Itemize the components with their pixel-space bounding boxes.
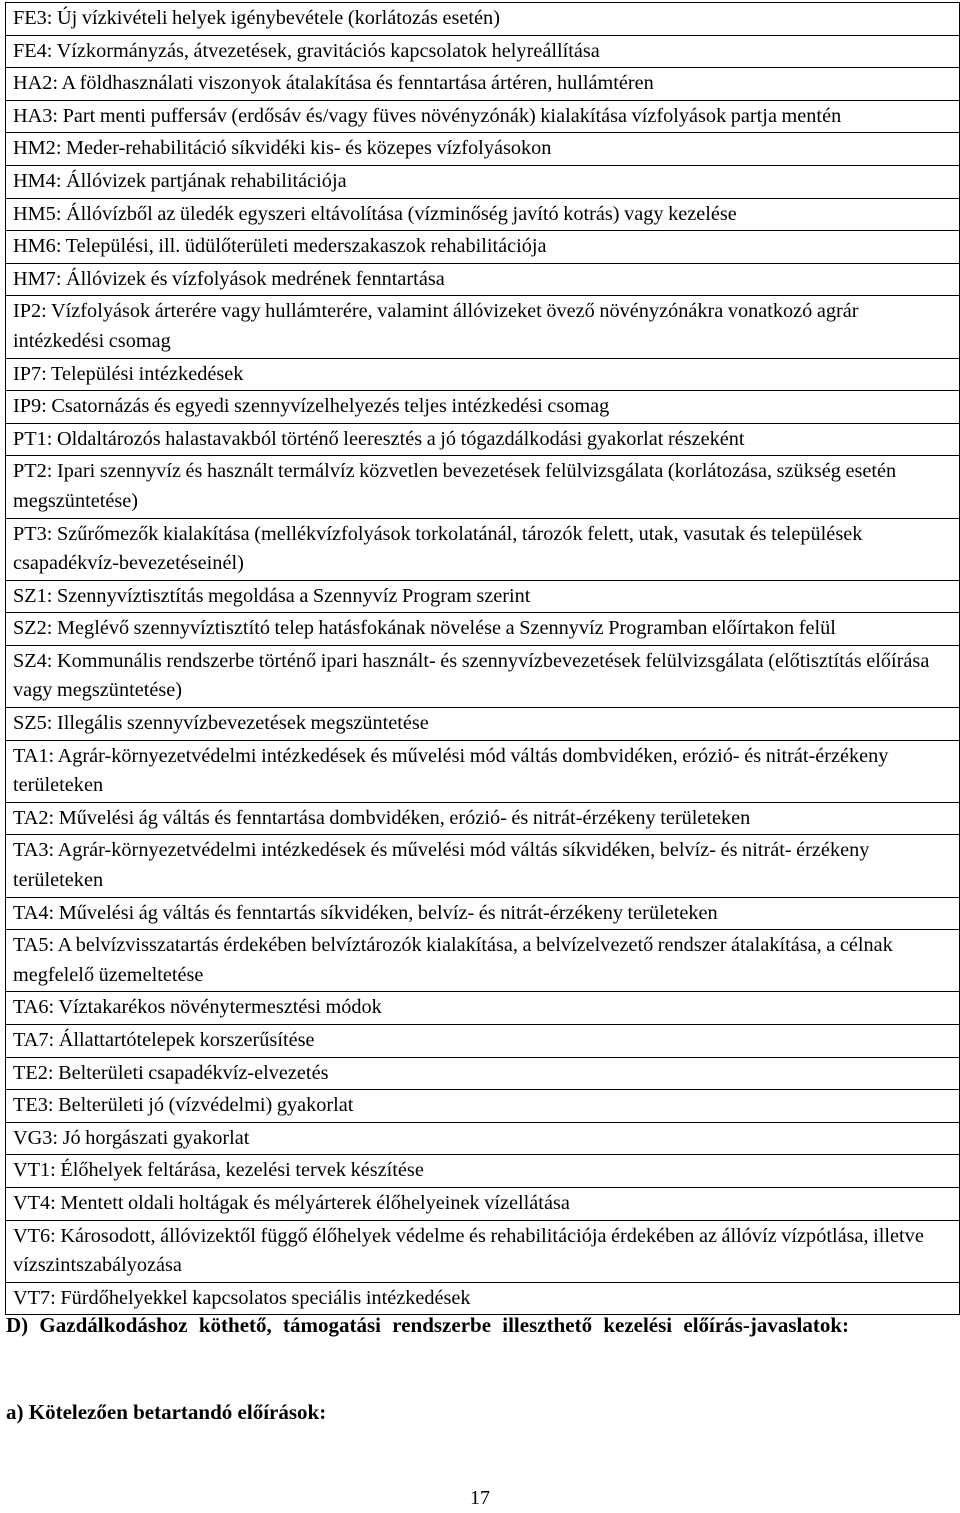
- measure-cell: TA3: Agrár-környezetvédelmi intézkedések és művelési mód váltás síkvidéken, belvíz- és nitrát- érzékeny területeken: [6, 835, 960, 897]
- section-heading: D) Gazdálkodáshoz köthető, támogatási rendszerbe illeszthető kezelési előírás-javaslatok:: [6, 1313, 850, 1337]
- table-row: [6, 1220, 960, 1282]
- measure-cell: VT1: Élőhelyek feltárása, kezelési tervek készítése: [6, 1155, 960, 1188]
- table-row: [6, 930, 960, 992]
- table-row: [6, 3, 960, 36]
- table-row: [6, 802, 960, 835]
- table-row: [6, 740, 960, 802]
- table-row: [6, 100, 960, 133]
- measure-cell: VT6: Károsodott, állóvizektől függő élőhelyek védelme és rehabilitációja érdekében az állóvíz vízpótlása, illetve vízszintszabályozása: [6, 1220, 960, 1282]
- measure-cell: HM2: Meder-rehabilitáció síkvidéki kis- és közepes vízfolyásokon: [6, 133, 960, 166]
- sub-heading: a) Kötelezően betartandó előírások:: [6, 1400, 327, 1424]
- table-row: [6, 456, 960, 518]
- table-row: [6, 423, 960, 456]
- table-row: [6, 296, 960, 358]
- table-row: [6, 133, 960, 166]
- measure-cell: PT1: Oldaltározós halastavakból történő leeresztés a jó tógazdálkodási gyakorlat részeként: [6, 423, 960, 456]
- measure-cell: TE3: Belterületi jó (vízvédelmi) gyakorlat: [6, 1090, 960, 1123]
- measure-cell: HA2: A földhasználati viszonyok átalakítása és fenntartása ártéren, hullámtéren: [6, 68, 960, 101]
- measure-cell: HM7: Állóvizek és vízfolyások medrének fenntartása: [6, 263, 960, 296]
- table-row: [6, 897, 960, 930]
- measure-cell: VT4: Mentett oldali holtágak és mélyárterek élőhelyeinek vízellátása: [6, 1187, 960, 1220]
- table-row: [6, 1187, 960, 1220]
- table-row: [6, 391, 960, 424]
- table-row: [6, 835, 960, 897]
- measure-cell: HM4: Állóvizek partjának rehabilitációja: [6, 165, 960, 198]
- measure-cell: TA7: Állattartótelepek korszerűsítése: [6, 1025, 960, 1058]
- measure-cell: TA1: Agrár-környezetvédelmi intézkedések és művelési mód váltás dombvidéken, erózió- és nitrát-érzékeny területeken: [6, 740, 960, 802]
- table-row: [6, 1155, 960, 1188]
- table-row: [6, 1025, 960, 1058]
- measure-cell: HM6: Települési, ill. üdülőterületi mederszakaszok rehabilitációja: [6, 231, 960, 264]
- measure-cell: VG3: Jó horgászati gyakorlat: [6, 1122, 960, 1155]
- measure-cell: IP7: Települési intézkedések: [6, 358, 960, 391]
- measure-cell: TA4: Művelési ág váltás és fenntartás síkvidéken, belvíz- és nitrát-érzékeny területeken: [6, 897, 960, 930]
- measure-cell: PT3: Szűrőmezők kialakítása (mellékvízfolyások torkolatánál, tározók felett, utak, vasutak és települések csapadékvíz-bevezetéseinél): [6, 518, 960, 580]
- table-row: [6, 708, 960, 741]
- measure-cell: TA2: Művelési ág váltás és fenntartása dombvidéken, erózió- és nitrát-érzékeny területeken: [6, 802, 960, 835]
- measure-cell: FE3: Új vízkivételi helyek igénybevétele (korlátozás esetén): [6, 3, 960, 36]
- table-row: [6, 165, 960, 198]
- table-row: [6, 992, 960, 1025]
- table-row: [6, 358, 960, 391]
- measure-cell: SZ5: Illegális szennyvízbevezetések megszüntetése: [6, 708, 960, 741]
- table-row: [6, 263, 960, 296]
- table-row: [6, 645, 960, 707]
- table-row: [6, 35, 960, 68]
- measure-cell: SZ2: Meglévő szennyvíztisztító telep hatásfokának növelése a Szennyvíz Programban előírtakon felül: [6, 613, 960, 646]
- measures-table-body: [6, 3, 960, 1315]
- table-row: [6, 1090, 960, 1123]
- measure-cell: IP9: Csatornázás és egyedi szennyvízelhelyezés teljes intézkedési csomag: [6, 391, 960, 424]
- table-row: [6, 580, 960, 613]
- measure-cell: HM5: Állóvízből az üledék egyszeri eltávolítása (vízminőség javító kotrás) vagy kezelése: [6, 198, 960, 231]
- table-row: [6, 198, 960, 231]
- measure-cell: SZ4: Kommunális rendszerbe történő ipari használt- és szennyvízbevezetések felülvizsgálata (előtisztítás előírása vagy megszüntetése): [6, 645, 960, 707]
- measure-cell: SZ1: Szennyvíztisztítás megoldása a Szennyvíz Program szerint: [6, 580, 960, 613]
- table-row: [6, 68, 960, 101]
- measures-table: [5, 2, 960, 1315]
- measure-cell: TA6: Víztakarékos növénytermesztési módok: [6, 992, 960, 1025]
- measure-cell: HA3: Part menti puffersáv (erdősáv és/vagy füves növényzónák) kialakítása vízfolyások partja mentén: [6, 100, 960, 133]
- table-row: [6, 1122, 960, 1155]
- measure-cell: PT2: Ipari szennyvíz és használt termálvíz közvetlen bevezetések felülvizsgálata (korlátozása, szükség esetén megszüntetése): [6, 456, 960, 518]
- measure-cell: TA5: A belvízvisszatartás érdekében belvíztározók kialakítása, a belvízelvezető rendszer átalakítása, a célnak megfelelő üzemeltetése: [6, 930, 960, 992]
- page-number: 17: [470, 1487, 490, 1509]
- table-row: [6, 518, 960, 580]
- measure-cell: FE4: Vízkormányzás, átvezetések, gravitációs kapcsolatok helyreállítása: [6, 35, 960, 68]
- measure-cell: IP2: Vízfolyások árterére vagy hullámterére, valamint állóvizeket övező növényzónákra vonatkozó agrár intézkedési csomag: [6, 296, 960, 358]
- table-row: [6, 231, 960, 264]
- table-row: [6, 1057, 960, 1090]
- measure-cell: TE2: Belterületi csapadékvíz-elvezetés: [6, 1057, 960, 1090]
- measure-cell: VT7: Fürdőhelyekkel kapcsolatos speciális intézkedések: [6, 1282, 960, 1315]
- table-row: [6, 613, 960, 646]
